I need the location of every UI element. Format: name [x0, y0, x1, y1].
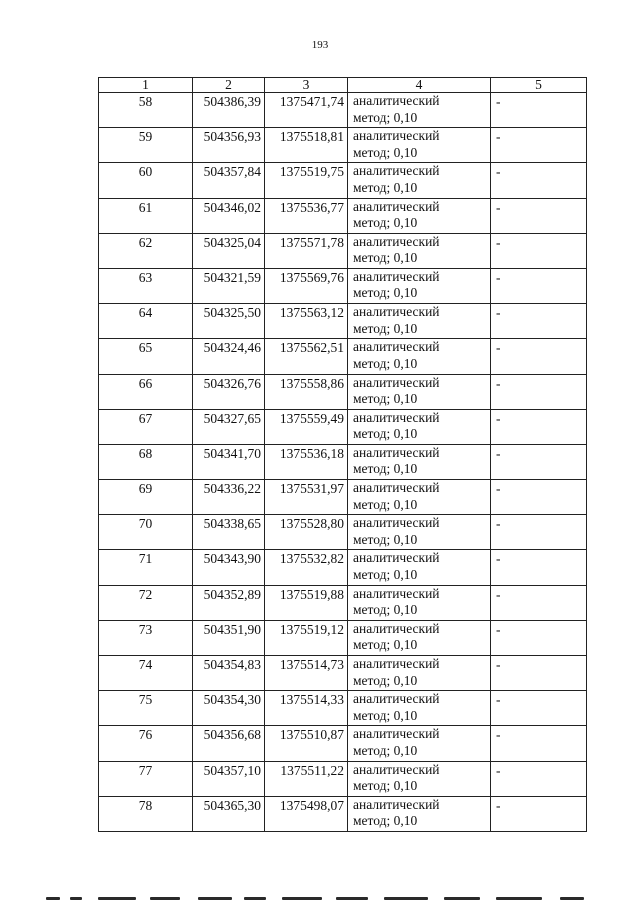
method-cell: [348, 691, 491, 726]
x-coordinate-cell: 504357,84: [193, 163, 265, 198]
method-line-2: метод; 0,10: [353, 637, 418, 653]
note-cell: -: [491, 93, 587, 128]
table-row: [99, 761, 587, 796]
table-row: [99, 128, 587, 163]
header-cell-4: 4: [348, 78, 491, 93]
method-cell: [348, 93, 491, 128]
method-cell: [348, 374, 491, 409]
method-line-1: аналитический: [353, 761, 440, 777]
note-cell: -: [491, 268, 587, 303]
y-coordinate-cell: 1375536,77: [265, 198, 348, 233]
point-number-cell: 78: [99, 796, 193, 831]
x-coordinate-cell: 504336,22: [193, 480, 265, 515]
x-coordinate-cell: 504352,89: [193, 585, 265, 620]
method-cell: [348, 726, 491, 761]
x-coordinate-cell: 504343,90: [193, 550, 265, 585]
y-coordinate-cell: 1375531,97: [265, 480, 348, 515]
table-row: [99, 656, 587, 691]
method-cell: [348, 620, 491, 655]
y-coordinate-cell: 1375532,82: [265, 550, 348, 585]
method-line-1: аналитический: [353, 374, 440, 390]
point-number-cell: 59: [99, 128, 193, 163]
method-cell: [348, 304, 491, 339]
method-line-1: аналитический: [353, 409, 440, 425]
y-coordinate-cell: 1375514,33: [265, 691, 348, 726]
note-cell: -: [491, 691, 587, 726]
x-coordinate-cell: 504386,39: [193, 93, 265, 128]
x-coordinate-cell: 504356,68: [193, 726, 265, 761]
note-cell: -: [491, 233, 587, 268]
x-coordinate-cell: 504351,90: [193, 620, 265, 655]
method-line-1: аналитический: [353, 233, 440, 249]
method-cell: [348, 128, 491, 163]
table-row: [99, 444, 587, 479]
note-cell: -: [491, 374, 587, 409]
table-row: [99, 304, 587, 339]
note-cell: -: [491, 761, 587, 796]
method-line-1: аналитический: [353, 198, 440, 214]
y-coordinate-cell: 1375471,74: [265, 93, 348, 128]
point-number-cell: 71: [99, 550, 193, 585]
method-line-1: аналитический: [353, 93, 440, 108]
method-line-2: метод; 0,10: [353, 320, 418, 336]
x-coordinate-cell: 504338,65: [193, 515, 265, 550]
header-cell-2: 2: [193, 78, 265, 93]
y-coordinate-cell: 1375563,12: [265, 304, 348, 339]
y-coordinate-cell: 1375518,81: [265, 128, 348, 163]
method-line-1: аналитический: [353, 726, 440, 742]
x-coordinate-cell: 504357,10: [193, 761, 265, 796]
y-coordinate-cell: 1375519,75: [265, 163, 348, 198]
method-line-1: аналитический: [353, 444, 440, 460]
point-number-cell: 75: [99, 691, 193, 726]
y-coordinate-cell: 1375511,22: [265, 761, 348, 796]
note-cell: -: [491, 515, 587, 550]
table-row: [99, 480, 587, 515]
method-line-1: аналитический: [353, 515, 440, 531]
point-number-cell: 61: [99, 198, 193, 233]
point-number-cell: 77: [99, 761, 193, 796]
note-cell: -: [491, 480, 587, 515]
method-line-1: аналитический: [353, 339, 440, 355]
method-line-2: метод; 0,10: [353, 144, 418, 160]
method-line-2: метод; 0,10: [353, 531, 418, 547]
x-coordinate-cell: 504356,93: [193, 128, 265, 163]
x-coordinate-cell: 504327,65: [193, 409, 265, 444]
y-coordinate-cell: 1375528,80: [265, 515, 348, 550]
x-coordinate-cell: 504324,46: [193, 339, 265, 374]
point-number-cell: 63: [99, 268, 193, 303]
method-line-1: аналитический: [353, 163, 440, 179]
method-line-2: метод; 0,10: [353, 250, 418, 266]
x-coordinate-cell: 504354,83: [193, 656, 265, 691]
note-cell: -: [491, 585, 587, 620]
method-line-1: аналитический: [353, 268, 440, 284]
point-number-cell: 73: [99, 620, 193, 655]
point-number-cell: 67: [99, 409, 193, 444]
note-cell: -: [491, 656, 587, 691]
method-line-1: аналитический: [353, 585, 440, 601]
method-line-2: метод; 0,10: [353, 285, 418, 301]
method-cell: [348, 233, 491, 268]
y-coordinate-cell: 1375571,78: [265, 233, 348, 268]
y-coordinate-cell: 1375514,73: [265, 656, 348, 691]
y-coordinate-cell: 1375558,86: [265, 374, 348, 409]
y-coordinate-cell: 1375562,51: [265, 339, 348, 374]
method-cell: [348, 656, 491, 691]
coordinates-table: [98, 77, 587, 832]
x-coordinate-cell: 504325,04: [193, 233, 265, 268]
method-line-2: метод; 0,10: [353, 742, 418, 758]
table-row: [99, 796, 587, 831]
method-line-1: аналитический: [353, 620, 440, 636]
point-number-cell: 65: [99, 339, 193, 374]
method-line-1: аналитический: [353, 304, 440, 320]
method-line-1: аналитический: [353, 550, 440, 566]
note-cell: -: [491, 550, 587, 585]
page-number: 193: [311, 39, 329, 51]
method-cell: [348, 761, 491, 796]
method-line-2: метод; 0,10: [353, 707, 418, 723]
y-coordinate-cell: 1375519,12: [265, 620, 348, 655]
method-line-2: метод; 0,10: [353, 778, 418, 794]
header-cell-3: 3: [265, 78, 348, 93]
coordinates-table-body: [99, 78, 587, 832]
table-row: [99, 233, 587, 268]
x-coordinate-cell: 504321,59: [193, 268, 265, 303]
x-coordinate-cell: 504365,30: [193, 796, 265, 831]
table-row: [99, 726, 587, 761]
x-coordinate-cell: 504326,76: [193, 374, 265, 409]
table-row: [99, 93, 587, 128]
header-cell-1: 1: [99, 78, 193, 93]
method-cell: [348, 268, 491, 303]
method-cell: [348, 796, 491, 831]
method-line-2: метод; 0,10: [353, 813, 418, 829]
y-coordinate-cell: 1375510,87: [265, 726, 348, 761]
point-number-cell: 66: [99, 374, 193, 409]
y-coordinate-cell: 1375559,49: [265, 409, 348, 444]
x-coordinate-cell: 504346,02: [193, 198, 265, 233]
table-row: [99, 585, 587, 620]
table-row: [99, 339, 587, 374]
method-cell: [348, 550, 491, 585]
point-number-cell: 76: [99, 726, 193, 761]
table-row: [99, 409, 587, 444]
table-row: [99, 374, 587, 409]
method-line-1: аналитический: [353, 656, 440, 671]
table-header-row: [99, 78, 587, 93]
table-row: [99, 198, 587, 233]
method-cell: [348, 339, 491, 374]
table-row: [99, 550, 587, 585]
point-number-cell: 74: [99, 656, 193, 691]
note-cell: -: [491, 128, 587, 163]
cropped-next-line-fragments: [0, 897, 640, 905]
note-cell: -: [491, 304, 587, 339]
method-line-1: аналитический: [353, 128, 440, 144]
x-coordinate-cell: 504325,50: [193, 304, 265, 339]
method-cell: [348, 163, 491, 198]
y-coordinate-cell: 1375498,07: [265, 796, 348, 831]
method-line-2: метод; 0,10: [353, 672, 418, 688]
method-line-2: метод; 0,10: [353, 355, 418, 371]
method-line-1: аналитический: [353, 480, 440, 496]
point-number-cell: 60: [99, 163, 193, 198]
method-line-2: метод; 0,10: [353, 426, 418, 442]
x-coordinate-cell: 504341,70: [193, 444, 265, 479]
method-cell: [348, 515, 491, 550]
table-row: [99, 620, 587, 655]
point-number-cell: 64: [99, 304, 193, 339]
method-line-2: метод; 0,10: [353, 215, 418, 231]
note-cell: -: [491, 726, 587, 761]
table-row: [99, 691, 587, 726]
y-coordinate-cell: 1375569,76: [265, 268, 348, 303]
method-cell: [348, 198, 491, 233]
table-row: [99, 515, 587, 550]
method-line-2: метод; 0,10: [353, 391, 418, 406]
note-cell: -: [491, 620, 587, 655]
point-number-cell: 72: [99, 585, 193, 620]
method-cell: [348, 444, 491, 479]
point-number-cell: 62: [99, 233, 193, 268]
method-line-2: метод; 0,10: [353, 179, 418, 195]
note-cell: -: [491, 796, 587, 831]
x-coordinate-cell: 504354,30: [193, 691, 265, 726]
point-number-cell: 58: [99, 93, 193, 128]
table-row: [99, 163, 587, 198]
method-cell: [348, 480, 491, 515]
note-cell: -: [491, 409, 587, 444]
point-number-cell: 68: [99, 444, 193, 479]
method-line-2: метод; 0,10: [353, 461, 418, 477]
y-coordinate-cell: 1375519,88: [265, 585, 348, 620]
note-cell: -: [491, 198, 587, 233]
table-row: [99, 268, 587, 303]
method-line-2: метод; 0,10: [353, 496, 418, 512]
method-cell: [348, 409, 491, 444]
method-line-1: аналитический: [353, 796, 440, 812]
point-number-cell: 69: [99, 480, 193, 515]
method-line-2: метод; 0,10: [353, 602, 418, 618]
y-coordinate-cell: 1375536,18: [265, 444, 348, 479]
note-cell: -: [491, 339, 587, 374]
note-cell: -: [491, 444, 587, 479]
method-line-2: метод; 0,10: [353, 109, 418, 125]
note-cell: -: [491, 163, 587, 198]
method-cell: [348, 585, 491, 620]
method-line-2: метод; 0,10: [353, 566, 418, 582]
header-cell-5: 5: [491, 78, 587, 93]
method-line-1: аналитический: [353, 691, 440, 707]
point-number-cell: 70: [99, 515, 193, 550]
